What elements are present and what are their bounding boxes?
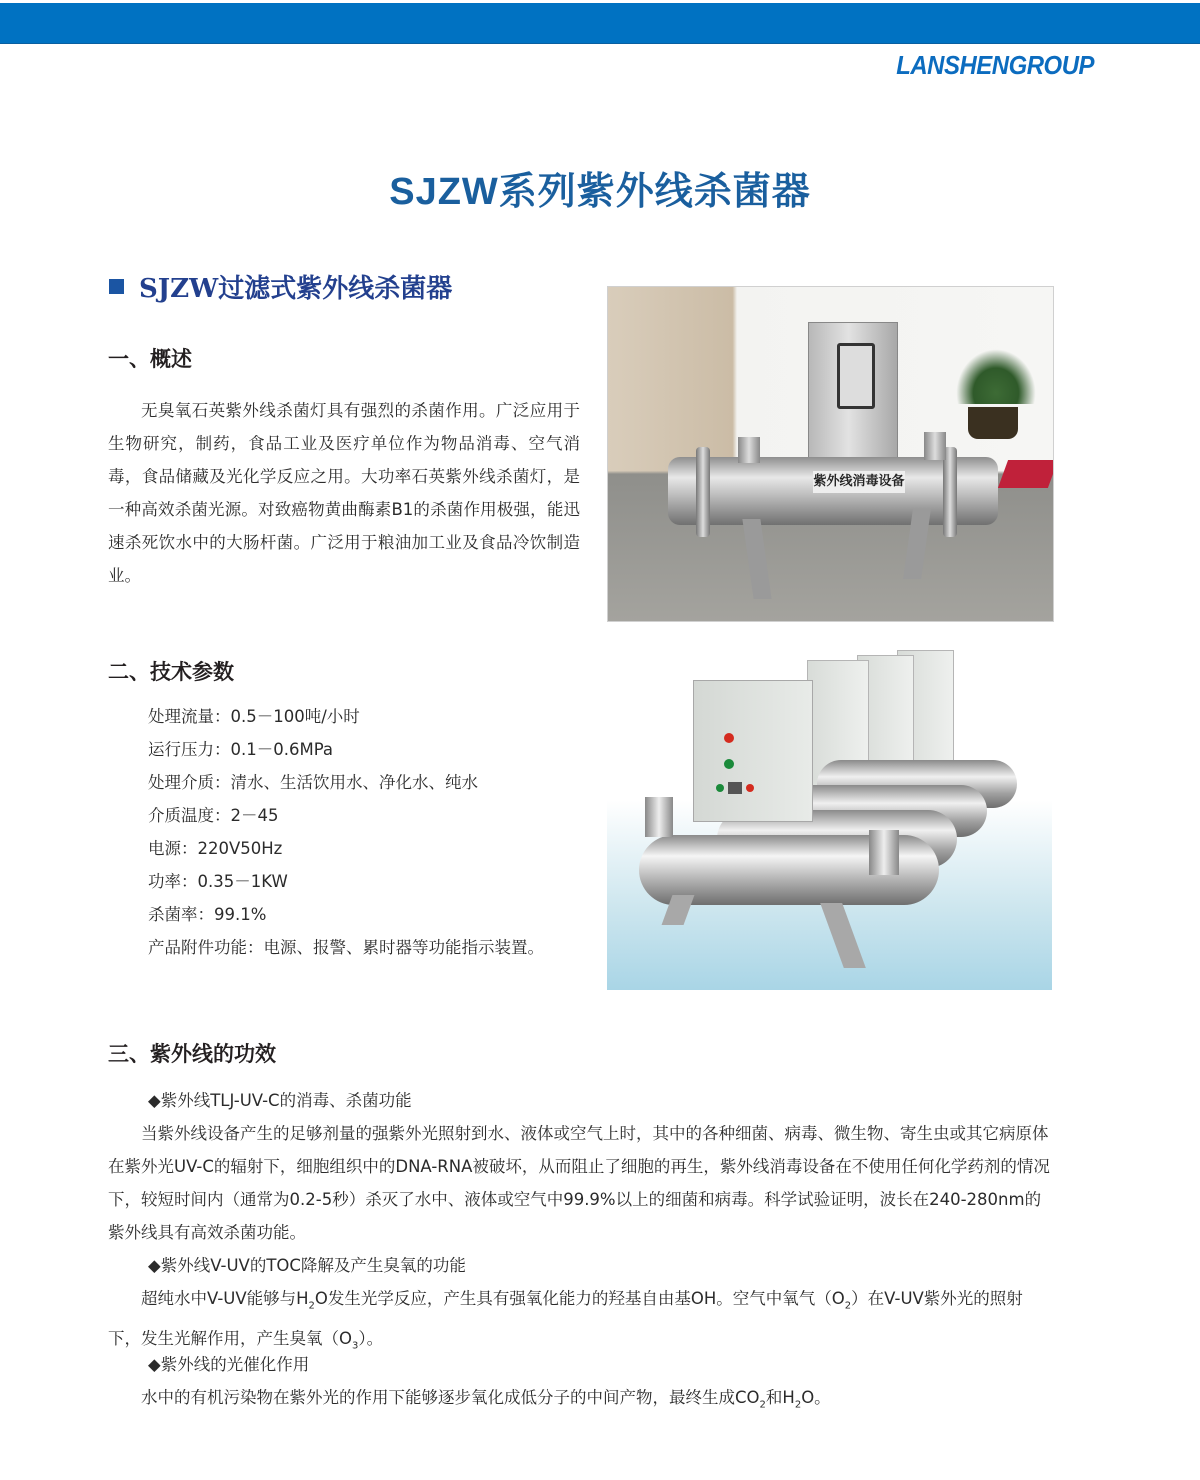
page-title: SJZW系列紫外线杀菌器 [389,171,811,213]
tube-label: 紫外线消毒设备 [813,471,905,493]
uv-item-3-text: 水中的有机污染物在紫外光的作用下能够逐步氧化成低分子的中间产物，最终生成$CO_2$和$H_2O$。 [141,1388,831,1411]
param-pressure: 运行压力：0.1－0.6MPa [148,740,334,759]
overview-text: 无臭氧石英紫外线杀菌灯具有强烈的杀菌作用。广泛应用于生物研究，制药，食品工业及医疗单位作为物品消毒、空气消毒，食品储藏及光化学反应之用。大功率石英紫外线杀菌灯，是一种高效杀菌光源。对致癌物黄曲酶素B1的杀菌作用极强，能迅速杀死饮水中的大肠杆菌。广泛用于粮油加工业及食品冷饮制造业。 [108,401,580,585]
red-indicator-icon [724,733,734,743]
param-power: 功率：0.35－1KW [148,872,288,891]
overview-heading: 一、概述 [108,347,192,371]
uv-item-2 [108,1249,1053,1363]
control-box-window [837,343,875,409]
inlet-flange [645,797,673,837]
product-photo-single-unit [607,286,1054,622]
uv-heading: 三、紫外线的功效 [108,1042,276,1066]
subtitle-text: SJZW过滤式紫外线杀菌器 [139,274,453,304]
square-bullet-icon [109,279,124,294]
green-indicator-icon [724,759,734,769]
plant [956,349,1036,404]
uv-item-2-text: 超纯水中V-UV能够与$H_2O$发生光学反应，产生具有强氧化能力的羟基自由基OH。空气中氧气$(O_2)$在V-UV紫外光的照射下，发生光解作用，产生臭氧$(O_3)$。 [108,1289,1023,1352]
params-list [108,700,580,964]
uv-item-3 [108,1348,1053,1421]
control-box [808,322,898,459]
plant-pot [968,407,1018,439]
uv-item-1 [108,1084,1053,1249]
timer-display [728,782,742,794]
param-flow: 处理流量：0.5－100吨/小时 [148,707,360,726]
outlet-flange [869,830,899,875]
product-photo-multi-unit [607,645,1052,990]
left-flange [696,447,710,537]
main-control-cabinet [693,680,813,822]
uv-item-2-title: ◆紫外线V-UV的TOC降解及产生臭氧的功能 [148,1256,466,1275]
stand-leg-left [742,519,771,599]
params-heading: 二、技术参数 [108,660,234,684]
stand-leg-right [820,903,866,968]
uv-item-1-text: 当紫外线设备产生的足够剂量的强紫外光照射到水、液体或空气上时，其中的各种细菌、病毒、微生物、寄生虫或其它病原体在紫外光UV-C的辐射下，细胞组织中的DNA-RNA被破坏，从而阻止了细胞的再生，紫外线消毒设备在不使用任何化学药剂的情况下，较短时间内（通常为0.2-5秒）杀灭了水中、液体或空气中99.9%以上的细菌和病毒。科学试验证明，波长在240-280nm的紫外线具有高效杀菌功能。 [108,1124,1050,1242]
outlet-pipe [924,432,946,460]
right-flange [943,447,957,537]
red-mat [998,460,1054,488]
param-accessories: 产品附件功能：电源、报警、累时器等功能指示装置。 [148,938,544,957]
product-subtitle [109,268,452,305]
param-medium: 处理介质：清水、生活饮用水、净化水、纯水 [148,773,478,792]
param-temperature: 介质温度：2－45 [148,806,279,825]
param-power-supply: 电源：220V50Hz [148,839,283,858]
param-sterilization-rate: 杀菌率：99.1% [148,905,267,924]
inlet-pipe [738,437,760,463]
uv-item-1-title: ◆紫外线TLJ-UV-C的消毒、杀菌功能 [148,1091,412,1110]
header-bar [0,3,1200,44]
uv-item-3-title: ◆紫外线的光催化作用 [148,1355,310,1374]
green-button-icon [716,784,724,792]
brand-logo: LANSHENGROUP [896,50,1094,80]
red-button-icon [746,784,754,792]
